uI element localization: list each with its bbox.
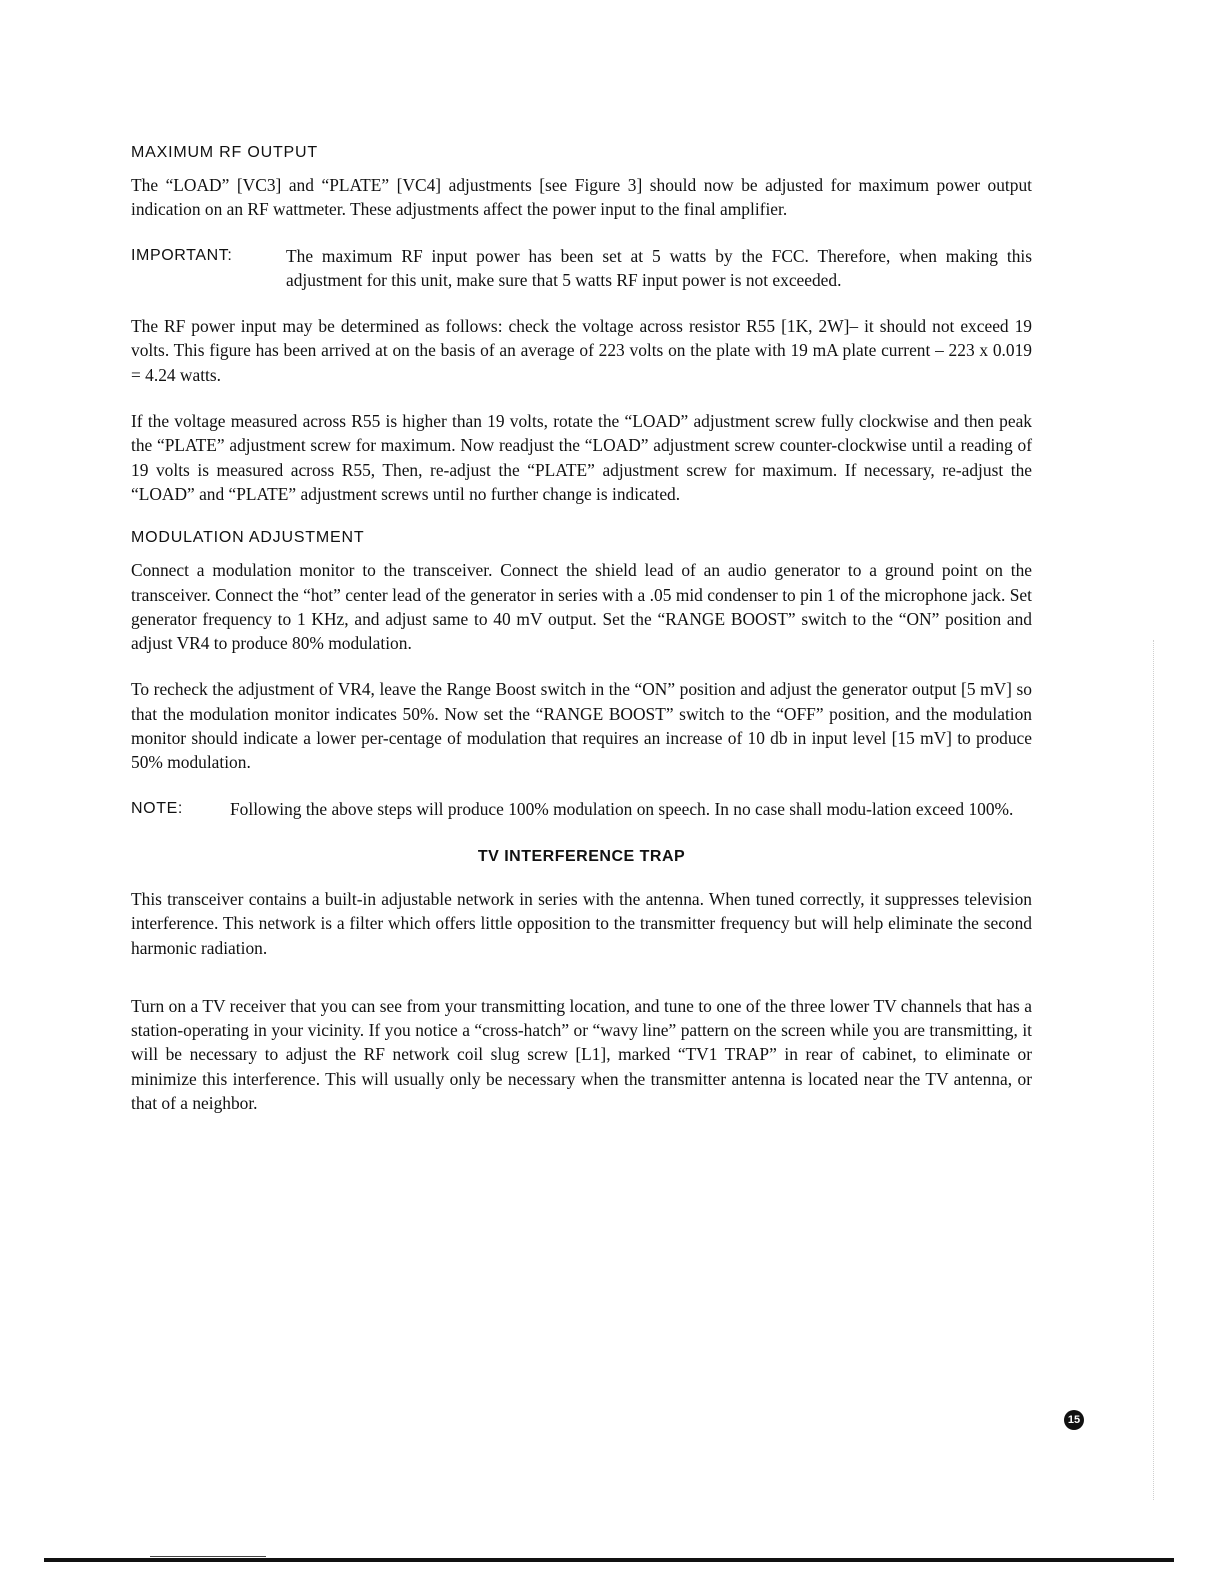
section-heading-max-rf: MAXIMUM RF OUTPUT — [131, 144, 318, 161]
scan-edge-specks — [1153, 640, 1155, 1500]
paragraph-modulation-1: Connect a modulation monitor to the transceiver. Connect the shield lead of an audio generator to a ground point on the transceiver. Connect the “hot” center lead of the generator in series with a .05 mid condenser to pin 1 of the microphone jack. Set generator frequency to 1 KHz, and adjust same to 40 mV output. Set the “RANGE BOOST” switch to the “ON” position and adjust VR4 to produce 80% modulation. — [131, 560, 1032, 654]
section-heading-modulation: MODULATION ADJUSTMENT — [131, 529, 365, 547]
paragraph-max-rf-2: The RF power input may be determined as follows: check the voltage across resistor R55 [1K, 2W]– it should not exceed 19 volts. This figure has been arrived at on the basis of an average of 223 volts on the plate with 19 mA plate current – 223 x 0.019 = 4.24 watts. — [131, 316, 1032, 385]
note-block — [131, 797, 1032, 821]
note-text: Following the above steps will produce 100% modulation on speech. In no case shall modu-lation exceed 100%. — [230, 798, 1014, 819]
section-heading-tv-trap: TV INTERFERENCE TRAP — [477, 847, 686, 865]
note-label: NOTE: — [131, 799, 183, 817]
page-content — [131, 143, 1032, 1137]
paragraph-tv-trap-2: Turn on a TV receiver that you can see from your transmitting location, and tune to one of the three lower TV channels that has a station-operating in your vicinity. If you notice a “cross-hatch” or “wavy line” pattern on the screen while you are transmitting, it will be necessary to adjust the RF network coil slug screw [L1], marked “TV1 TRAP” in rear of cabinet, to eliminate or minimize this interference. This will usually only be necessary when the transmitter antenna is located near the TV antenna, or that of a neighbor. — [131, 995, 1032, 1114]
paragraph-modulation-2: To recheck the adjustment of VR4, leave the Range Boost switch in the “ON” position and adjust the generator output [5 mV] so that the modulation monitor indicates 50%. Now set the “RANGE BOOST” switch to the “OFF” position, and the modulation monitor should indicate a lower per-centage of modulation that requires an increase of 10 db in input level [15 mV] to produce 50% modulation. — [131, 679, 1032, 773]
paragraph-max-rf-1: The “LOAD” [VC3] and “PLATE” [VC4] adjustments [see Figure 3] should now be adjusted for maximum power output indication on an RF wattmeter. These adjustments affect the power input to the final amplifier. — [131, 175, 1032, 220]
important-note — [131, 244, 1032, 293]
paragraph-tv-trap-1: This transceiver contains a built-in adjustable network in series with the antenna. When tuned correctly, it suppresses television interference. This network is a filter which offers little opposition to the transmitter frequency but will help eliminate the second harmonic radiation. — [131, 888, 1032, 958]
bottom-rule-thin — [150, 1556, 266, 1557]
important-label: IMPORTANT: — [131, 246, 233, 264]
bottom-rule — [44, 1558, 1174, 1562]
paragraph-max-rf-3: If the voltage measured across R55 is higher than 19 volts, rotate the “LOAD” adjustment screw fully clockwise and then peak the “PLATE” adjustment screw for maximum. Now readjust the “LOAD” adjustment screw counter-clockwise until a reading of 19 volts is measured across R55, Then, re-adjust the “PLATE” adjustment screw for maximum. If necessary, re-adjust the “LOAD” and “PLATE” adjustment screws until no further change is indicated. — [131, 411, 1032, 504]
important-text: The maximum RF input power has been set at 5 watts by the FCC. Therefore, when making this adjustment for this unit, make sure that 5 watts RF input power is not exceeded. — [286, 245, 1032, 290]
page-number-badge: 15 — [1064, 1410, 1084, 1430]
